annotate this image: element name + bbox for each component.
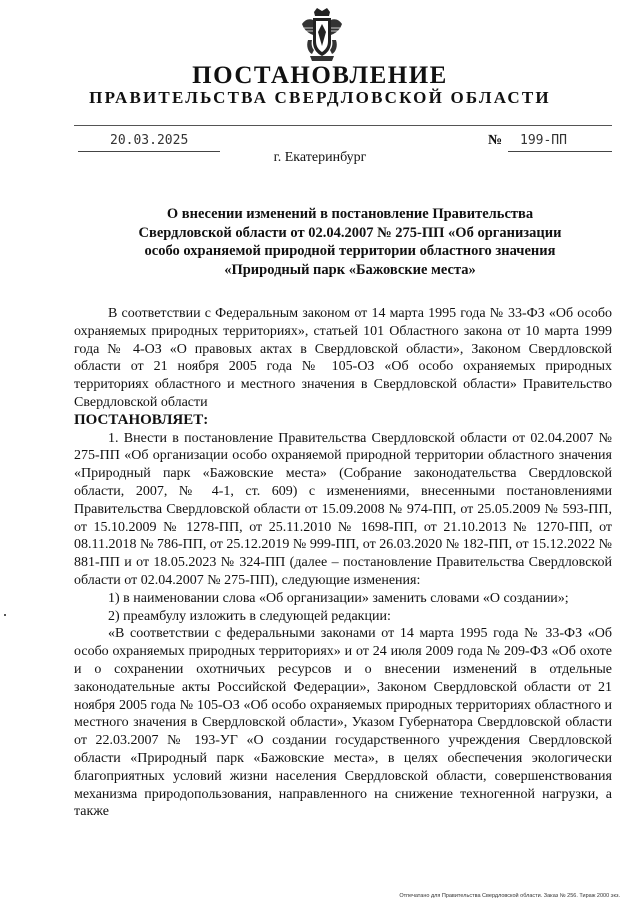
margin-mark xyxy=(4,614,6,616)
city-label: г. Екатеринбург xyxy=(273,150,367,165)
print-note: Отпечатано для Правительства Свердловской области. Заказ № 256. Тираж 2000 экз. xyxy=(399,893,620,899)
coat-of-arms-icon xyxy=(300,6,344,64)
document-number: 199-ПП xyxy=(508,132,612,152)
preamble-paragraph: В соответствии с Федеральным законом от 14 марта 1995 года № 33-ФЗ «Об особо охраняемых природных территориях», статьей 101 Областного закона от 10 марта 1999 года № 4-ОЗ «О правовых актах в Свердловской области», Законом Свердловской области от 21 ноября 2005 года № 105-ОЗ «Об особо охраняемых природных территориях областного и местного значения в Свердловской области» Правительство Свердловской области xyxy=(74,306,612,410)
document-body xyxy=(74,305,612,821)
subitem-2-paragraph: 2) преамбулу изложить в следующей редакции: xyxy=(108,608,391,624)
decree-heading: ПОСТАНОВЛЯЕТ: xyxy=(74,411,209,428)
subject-line: О внесении изменений в постановление Правительства xyxy=(166,206,534,222)
quoted-preamble-paragraph: «В соответствии с федеральными законами от 14 марта 1995 года № 33-ФЗ «Об особо охраняемых природных территориях» и от 24 июля 2009 года № 209-ФЗ «Об охоте и о сохранении охотничьих ресурсов и о внесении изменений в отдельные законодательные акты Российской Федерации», Законом Свердловской области от 21 ноября 2005 года № 105-ОЗ «Об особо охраняемых природных территориях областного и местного значения в Свердловской области», Указом Губернатора Свердловской области от 22.03.2007 № 193-УГ «О создании государственного учреждения Свердловской области «Природный парк «Бажовские места», в целях обеспечения экологически благоприятных условий жизни населения Свердловской области, совершенствования механизма природопользования, направленного на снижение техногенной нагрузки, а также xyxy=(74,626,612,820)
document-date: 20.03.2025 xyxy=(78,132,220,152)
subitem-1-paragraph: 1) в наименовании слова «Об организации» заменить словами «О создании»; xyxy=(108,590,569,606)
item-1-paragraph: 1. Внести в постановление Правительства Свердловской области от 02.04.2007 № 275-ПП «Об организации особо охраняемой природной территории областного значения «Природный парк «Бажовские места» (Собрание законодательства Свердловской области, 2007, № 4-1, ст. 609) с изменениями, внесенными постановлениями Правительства Свердловской области от 15.09.2008 № 974-ПП, от 25.05.2009 № 593-ПП, от 15.10.2009 № 1278-ПП, от 25.11.2010 № 1698-ПП, от 21.10.2013 № 1270-ПП, от 08.11.2018 № 786-ПП, от 25.12.2019 № 999-ПП, от 26.03.2020 № 182-ПП, от 15.12.2022 № 881-ПП и от 18.05.2023 № 324-ПП (далее – постановление Правительства Свердловской области от 02.04.2007 № 275-ПП), следующие изменения: xyxy=(74,430,612,588)
coat-of-arms-emblem xyxy=(300,6,344,64)
document-subject-title xyxy=(80,205,620,279)
subject-line: Свердловской области от 02.04.2007 № 275-ПП «Об организации xyxy=(138,224,562,241)
document-type-title: ПОСТАНОВЛЕНИЕ xyxy=(192,62,448,89)
subject-line: «Природный парк «Бажовские места» xyxy=(224,261,476,278)
subject-line: особо охраняемой природной территории областного значения xyxy=(144,243,556,259)
number-sign: № xyxy=(488,133,503,148)
issuer-title: ПРАВИТЕЛЬСТВА СВЕРДЛОВСКОЙ ОБЛАСТИ xyxy=(89,88,551,107)
header-divider xyxy=(74,125,612,126)
